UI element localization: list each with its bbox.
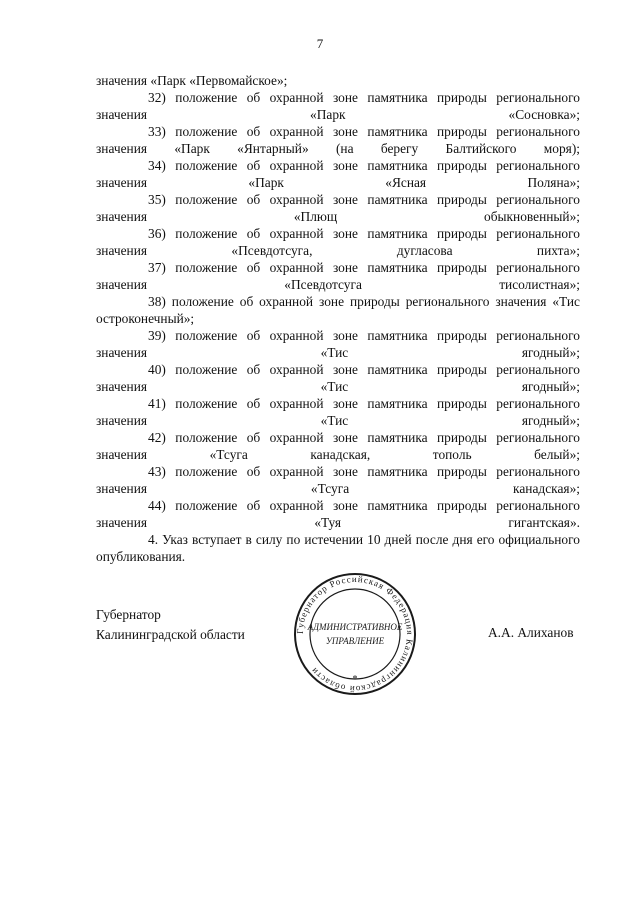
clause-4: 4. Указ вступает в силу по истечении 10 дней после дня его официального опубликования. bbox=[96, 532, 580, 564]
list-item bbox=[96, 429, 580, 463]
list-item-text: положение об охранной зоне памятника природы регионального значения «Парк «Сосновка»; bbox=[96, 90, 580, 122]
list-item bbox=[96, 293, 580, 327]
list-item bbox=[96, 191, 580, 225]
seal-inner-ring bbox=[310, 589, 400, 679]
seal-ring-text: Губернатор Российская Федерация Калининградской области bbox=[294, 573, 416, 695]
document-body bbox=[96, 72, 580, 565]
list-item-text: положение об охранной зоне памятника природы регионального значения «Парк «Янтарный» (на берегу Балтийского моря); bbox=[96, 124, 580, 156]
list-item-text: положение об охранной зоне природы регионального значения «Тис остроконечный»; bbox=[96, 294, 580, 326]
continuation-line: значения «Парк «Первомайское»; bbox=[96, 73, 288, 88]
list-item-text: положение об охранной зоне памятника природы регионального значения «Плющ обыкновенный»; bbox=[96, 192, 580, 224]
list-item-text: положение об охранной зоне памятника природы регионального значения «Тис ягодный»; bbox=[96, 328, 580, 360]
list-item-text: положение об охранной зоне памятника природы регионального значения «Тис ягодный»; bbox=[96, 396, 580, 428]
list-item-text: положение об охранной зоне памятника природы регионального значения «Тсуга канадская»; bbox=[96, 464, 580, 496]
signatory-title bbox=[96, 605, 245, 645]
list-item-text: положение об охранной зоне памятника природы регионального значения «Туя гигантская». bbox=[96, 498, 580, 530]
seal-center-line2: УПРАВЛЕНИЕ bbox=[325, 636, 385, 646]
list-item bbox=[96, 157, 580, 191]
list-item-number: 40) bbox=[148, 362, 166, 377]
list-item-text: положение об охранной зоне памятника природы регионального значения «Тсуга канадская, тополь белый»; bbox=[96, 430, 580, 462]
list-item-text: положение об охранной зоне памятника природы регионального значения «Псевдотсуга тисолистная»; bbox=[96, 260, 580, 292]
items-list bbox=[96, 89, 580, 531]
list-item-number: 39) bbox=[148, 328, 166, 343]
list-item bbox=[96, 123, 580, 157]
list-item bbox=[96, 259, 580, 293]
list-item-number: 37) bbox=[148, 260, 166, 275]
list-item bbox=[96, 497, 580, 531]
list-item bbox=[96, 463, 580, 497]
signatory-title-line1: Губернатор bbox=[96, 607, 161, 622]
list-item-number: 36) bbox=[148, 226, 166, 241]
list-item-number: 38) bbox=[148, 294, 166, 309]
list-item-number: 34) bbox=[148, 158, 166, 173]
list-item-number: 41) bbox=[148, 396, 166, 411]
list-item-number: 33) bbox=[148, 124, 166, 139]
list-item bbox=[96, 225, 580, 259]
list-item bbox=[96, 89, 580, 123]
list-item-number: 43) bbox=[148, 464, 166, 479]
list-item-text: положение об охранной зоне памятника природы регионального значения «Парк «Ясная Поляна»; bbox=[96, 158, 580, 190]
official-seal bbox=[288, 572, 422, 696]
list-item-text: положение об охранной зоне памятника природы регионального значения «Псевдотсуга, дугласова пихта»; bbox=[96, 226, 580, 258]
list-item-number: 35) bbox=[148, 192, 166, 207]
list-item-number: 44) bbox=[148, 498, 166, 513]
page-number: 7 bbox=[316, 36, 324, 51]
list-item-number: 42) bbox=[148, 430, 166, 445]
list-item-number: 32) bbox=[148, 90, 166, 105]
signatory-name: А.А. Алиханов bbox=[488, 625, 574, 640]
list-item bbox=[96, 327, 580, 361]
signatory-title-line2: Калининградской области bbox=[96, 627, 245, 642]
list-item bbox=[96, 361, 580, 395]
seal-center-line1: АДМИНИСТРАТИВНОЕ bbox=[307, 622, 403, 632]
list-item-text: положение об охранной зоне памятника природы регионального значения «Тис ягодный»; bbox=[96, 362, 580, 394]
seal-star-icon: * bbox=[352, 674, 358, 685]
list-item bbox=[96, 395, 580, 429]
